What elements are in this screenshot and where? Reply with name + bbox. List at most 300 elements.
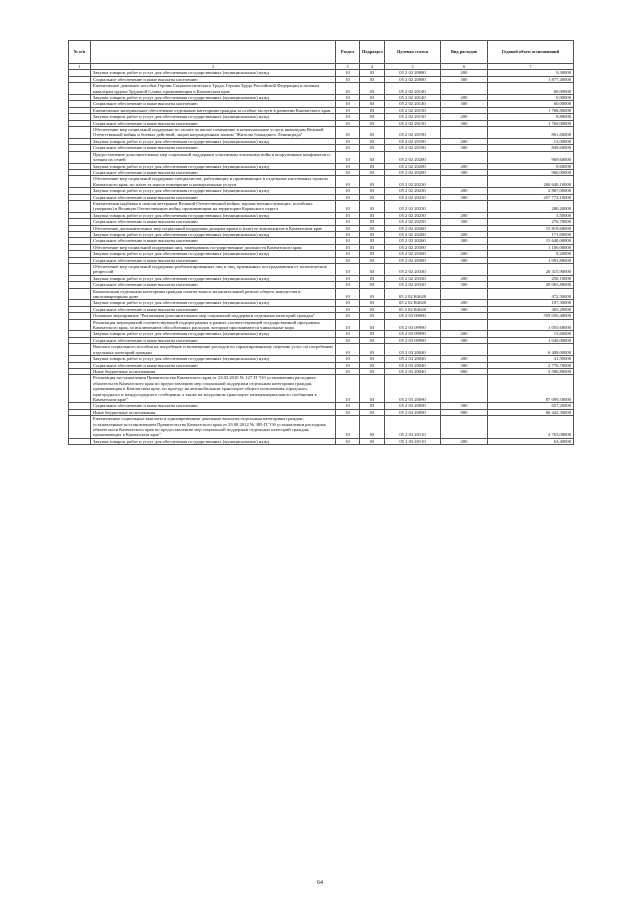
row-name-cell: Обеспечение мер социальной поддержки реабилитированных лиц и лиц, признанных пострадавшими от политических репрессий xyxy=(91,264,336,276)
row-name-cell: Основное мероприятие "Реализация дополнительных мер социальной поддержки отдельных категорий граждан" xyxy=(91,313,336,319)
row-section-cell: 10 xyxy=(336,356,360,362)
row-target-cell: 05 2 02 20230 xyxy=(385,188,441,194)
column-number: 7 xyxy=(488,64,574,70)
row-target-cell: 05 2 03 20040 xyxy=(385,356,441,362)
row-amount-cell: 365,20000 xyxy=(488,306,574,312)
row-target-cell: 05 2 02 20260 xyxy=(385,225,441,231)
row-name-cell: Социальное обеспечение и иные выплаты населению xyxy=(91,238,336,244)
row-target-cell: 05 2 02 20150 xyxy=(385,107,441,113)
row-subsection-cell: 03 xyxy=(360,319,385,331)
row-subsection-cell: 03 xyxy=(360,219,385,225)
row-name-cell: Компенсация отдельным категориям граждан оплаты взноса на капитальный ремонт общего имущества в многоквартирном доме xyxy=(91,288,336,300)
row-target-cell: 05 2 02 20250 xyxy=(385,212,441,218)
row-amount-cell: 4 763,08000 xyxy=(488,416,574,439)
row-section-cell: 10 xyxy=(336,200,360,212)
column-number: 6 xyxy=(441,64,488,70)
row-section-cell: 10 xyxy=(336,244,360,250)
row-expense-type-cell: 200 xyxy=(441,438,488,444)
row-target-cell: 05 2 03 20110 xyxy=(385,438,441,444)
row-subsection-cell: 03 xyxy=(360,375,385,403)
row-subsection-cell: 03 xyxy=(360,238,385,244)
row-target-cell: 05 2 02 20330 xyxy=(385,275,441,281)
budget-table-page xyxy=(68,40,573,445)
row-name-cell: Закупка товаров, работ и услуг для обеспечения государственных (муниципальных) нужд xyxy=(91,70,336,76)
row-expense-type-cell: 300 xyxy=(441,120,488,126)
row-expense-type-cell: 300 xyxy=(441,219,488,225)
row-section-cell: 10 xyxy=(336,163,360,169)
budget-table xyxy=(68,40,574,445)
row-section-cell: 10 xyxy=(336,76,360,82)
row-section-cell: 10 xyxy=(336,231,360,237)
row-name-cell: Обеспечение дополнительных мер социальной поддержки донорам крови и (или) ее компонентов в Камчатском крае xyxy=(91,225,336,231)
row-amount-cell: 861,60000 xyxy=(488,127,574,139)
row-amount-cell: 559 050,48000 xyxy=(488,313,574,319)
row-target-cell: 05 2 02 20300 xyxy=(385,244,441,250)
row-section-cell: 10 xyxy=(336,70,360,76)
column-number: 5 xyxy=(385,64,441,70)
row-name-cell: Ежемесячное материальное обеспечение отдельным категориям граждан за особые заслуги в развитии Камчатского края xyxy=(91,107,336,113)
row-name-cell: Реализация мероприятий соответствующей подпрограммы в рамках соответствующей государственной программы Камчатского края, за исключением обособленных расходов, которым присваиваются уникальные коды xyxy=(91,319,336,331)
row-number-cell xyxy=(69,151,91,163)
table-row xyxy=(69,288,574,300)
row-amount-cell: 63,40000 xyxy=(488,438,574,444)
row-section-cell: 10 xyxy=(336,151,360,163)
row-amount-cell: 20 065,80000 xyxy=(488,282,574,288)
row-amount-cell: 87 099,50000 xyxy=(488,375,574,403)
row-subsection-cell: 03 xyxy=(360,145,385,151)
row-target-cell: 05 2 02 R4620 xyxy=(385,300,441,306)
row-section-cell: 10 xyxy=(336,362,360,368)
row-expense-type-cell: 800 xyxy=(441,409,488,415)
row-amount-cell: 41,50000 xyxy=(488,356,574,362)
row-amount-cell: 1 760,00000 xyxy=(488,120,574,126)
row-amount-cell: 107,30000 xyxy=(488,300,574,306)
row-subsection-cell: 03 xyxy=(360,127,385,139)
row-expense-type-cell: 200 xyxy=(441,138,488,144)
row-subsection-cell: 03 xyxy=(360,257,385,263)
row-section-cell: 10 xyxy=(336,368,360,374)
row-target-cell: 05 2 02 20200 xyxy=(385,169,441,175)
row-name-cell: Иные бюджетные ассигнования xyxy=(91,409,336,415)
row-section-cell: 10 xyxy=(336,282,360,288)
row-subsection-cell: 03 xyxy=(360,356,385,362)
row-subsection-cell: 03 xyxy=(360,306,385,312)
row-subsection-cell: 03 xyxy=(360,362,385,368)
row-number-cell xyxy=(69,319,91,331)
row-section-cell: 10 xyxy=(336,300,360,306)
row-amount-cell: 60,90000 xyxy=(488,83,574,95)
row-amount-cell: 15 819,60000 xyxy=(488,225,574,231)
row-subsection-cell: 03 xyxy=(360,212,385,218)
table-row xyxy=(69,438,574,444)
row-amount-cell: 1 040,00000 xyxy=(488,337,574,343)
row-expense-type-cell: 300 xyxy=(441,257,488,263)
row-expense-type-cell: 300 xyxy=(441,282,488,288)
row-subsection-cell: 03 xyxy=(360,288,385,300)
row-expense-type-cell: 200 xyxy=(441,356,488,362)
row-section-cell: 10 xyxy=(336,409,360,415)
row-amount-cell: 260 640,10000 xyxy=(488,176,574,188)
row-section-cell: 10 xyxy=(336,114,360,120)
row-amount-cell: 15 648,00000 xyxy=(488,238,574,244)
row-target-cell: 05 2 02 R4620 xyxy=(385,288,441,300)
row-expense-type-cell: 800 xyxy=(441,368,488,374)
row-amount-cell: 3 586,80000 xyxy=(488,368,574,374)
row-amount-cell: 849,60000 xyxy=(488,145,574,151)
row-section-cell: 10 xyxy=(336,95,360,101)
row-expense-type-cell: 200 xyxy=(441,275,488,281)
row-amount-cell: 257 773,10000 xyxy=(488,194,574,200)
row-target-cell: 05 2 03 20110 xyxy=(385,416,441,439)
row-amount-cell: 2 776,70000 xyxy=(488,362,574,368)
header-target-article: Целевая статья xyxy=(385,41,441,64)
row-subsection-cell: 03 xyxy=(360,76,385,82)
row-subsection-cell: 03 xyxy=(360,282,385,288)
table-row xyxy=(69,319,574,331)
column-number: 4 xyxy=(360,64,385,70)
row-name-cell: Ежемесячная надбавка к пенсии ветеранам Великой Отечественной войны, вдовам военнослужащих, погибших (умерших) в Великую Отечественную войну, проживающим на территории Корякского округа xyxy=(91,200,336,212)
row-section-cell: 10 xyxy=(336,438,360,444)
row-name-cell: Закупка товаров, работ и услуг для обеспечения государственных (муниципальных) нужд xyxy=(91,95,336,101)
row-expense-type-cell: 300 xyxy=(441,403,488,409)
page-number: 64 xyxy=(317,880,323,886)
row-target-cell: 05 2 02 20300 xyxy=(385,251,441,257)
table-header-row xyxy=(69,41,574,64)
row-subsection-cell: 03 xyxy=(360,83,385,95)
row-name-cell: Закупка товаров, работ и услуг для обеспечения государственных (муниципальных) нужд xyxy=(91,356,336,362)
row-target-cell: 05 2 02 20190 xyxy=(385,138,441,144)
row-target-cell: 05 2 02 20260 xyxy=(385,231,441,237)
row-target-cell: 05 2 03 20090 xyxy=(385,403,441,409)
row-subsection-cell: 03 xyxy=(360,114,385,120)
row-target-cell: 05 2 02 20140 xyxy=(385,95,441,101)
row-subsection-cell: 03 xyxy=(360,331,385,337)
header-annual-amount: Годовой объем ассигнований xyxy=(488,41,574,64)
row-subsection-cell: 03 xyxy=(360,264,385,276)
row-section-cell: 10 xyxy=(336,169,360,175)
row-amount-cell: 280,20000 xyxy=(488,200,574,212)
column-number: 2 xyxy=(91,64,336,70)
row-amount-cell: 171,60000 xyxy=(488,231,574,237)
row-subsection-cell: 03 xyxy=(360,120,385,126)
row-expense-type-cell xyxy=(441,151,488,163)
row-section-cell: 10 xyxy=(336,194,360,200)
row-section-cell: 10 xyxy=(336,212,360,218)
row-number-cell xyxy=(69,127,91,139)
row-amount-cell: 9,30000 xyxy=(488,70,574,76)
row-expense-type-cell: 200 xyxy=(441,331,488,337)
row-expense-type-cell: 300 xyxy=(441,362,488,368)
row-subsection-cell: 03 xyxy=(360,244,385,250)
row-amount-cell: 250,10000 xyxy=(488,275,574,281)
row-expense-type-cell xyxy=(441,127,488,139)
row-amount-cell: 969,60000 xyxy=(488,151,574,163)
row-amount-cell: 86 442,30000 xyxy=(488,409,574,415)
row-target-cell: 05 2 02 20230 xyxy=(385,194,441,200)
row-amount-cell: 12,00000 xyxy=(488,138,574,144)
row-subsection-cell: 03 xyxy=(360,70,385,76)
row-name-cell: Закупка товаров, работ и услуг для обеспечения государственных (муниципальных) нужд xyxy=(91,188,336,194)
row-section-cell: 10 xyxy=(336,188,360,194)
row-expense-type-cell xyxy=(441,375,488,403)
row-name-cell: Социальное обеспечение и иные выплаты населению xyxy=(91,362,336,368)
row-number-cell xyxy=(69,200,91,212)
row-expense-type-cell: 300 xyxy=(441,169,488,175)
row-target-cell: 05 2 02 20250 xyxy=(385,200,441,212)
row-name-cell: Закупка товаров, работ и услуг для обеспечения государственных (муниципальных) нужд xyxy=(91,163,336,169)
row-target-cell: 05 2 02 20190 xyxy=(385,127,441,139)
row-expense-type-cell: 200 xyxy=(441,212,488,218)
row-subsection-cell: 03 xyxy=(360,194,385,200)
row-target-cell: 05 2 02 R4620 xyxy=(385,306,441,312)
row-amount-cell: 20 315,90000 xyxy=(488,264,574,276)
row-expense-type-cell: 300 xyxy=(441,76,488,82)
row-target-cell: 05 2 02 20140 xyxy=(385,101,441,107)
row-subsection-cell: 03 xyxy=(360,169,385,175)
row-target-cell: 05 2 02 20140 xyxy=(385,83,441,95)
row-section-cell: 10 xyxy=(336,306,360,312)
row-expense-type-cell xyxy=(441,200,488,212)
row-target-cell: 05 2 02 20080 xyxy=(385,76,441,82)
row-name-cell: Предоставление дополнительных мер социальной поддержки участникам локальных войн и вооруженных конфликтов и членам их семей xyxy=(91,151,336,163)
row-number-cell xyxy=(69,288,91,300)
row-amount-cell: 657,20000 xyxy=(488,403,574,409)
header-number: № п/п xyxy=(69,41,91,64)
row-name-cell: Обеспечение мер социальной поддержки лиц, замещавших государственные должности Камчатского края xyxy=(91,244,336,250)
row-target-cell: 05 2 03 20090 xyxy=(385,409,441,415)
row-name-cell: Социальное обеспечение и иные выплаты населению xyxy=(91,219,336,225)
row-section-cell: 10 xyxy=(336,127,360,139)
row-target-cell: 05 2 03 09990 xyxy=(385,337,441,343)
row-section-cell: 10 xyxy=(336,225,360,231)
row-target-cell: 05 2 02 20230 xyxy=(385,176,441,188)
row-expense-type-cell: 300 xyxy=(441,238,488,244)
row-expense-type-cell: 300 xyxy=(441,306,488,312)
row-expense-type-cell: 200 xyxy=(441,251,488,257)
table-row xyxy=(69,416,574,439)
row-name-cell: Закупка товаров, работ и услуг для обеспечения государственных (муниципальных) нужд xyxy=(91,331,336,337)
row-amount-cell: 960,00000 xyxy=(488,169,574,175)
row-target-cell: 05 2 03 00000 xyxy=(385,313,441,319)
row-name-cell: Обеспечение мер социальной поддержки специалистов, работающих и проживающих в отдельных населенных пунктах Камчатского края, по плате за жилое помещение и коммунальные услуги xyxy=(91,176,336,188)
row-expense-type-cell xyxy=(441,344,488,356)
row-number-cell xyxy=(69,416,91,439)
row-expense-type-cell xyxy=(441,83,488,95)
row-section-cell: 10 xyxy=(336,416,360,439)
row-number-cell xyxy=(69,264,91,276)
table-body xyxy=(69,70,574,445)
row-expense-type-cell xyxy=(441,176,488,188)
row-expense-type-cell: 300 xyxy=(441,337,488,343)
row-name-cell: Ежемесячные социальные выплаты и единовременные денежные выплаты отдельным категориям граждан, установленные постановлением Правительства Камчатского края от 23.08.2012 № 385-П "Об установлении расходных обязательств Камчатского края по предоставлению мер социальной поддержки отдельных категорий граждан, проживающих в Камчатском крае" xyxy=(91,416,336,439)
row-subsection-cell: 03 xyxy=(360,163,385,169)
row-subsection-cell: 03 xyxy=(360,300,385,306)
row-section-cell: 10 xyxy=(336,275,360,281)
row-target-cell: 05 2 02 20150 xyxy=(385,114,441,120)
row-target-cell: 05 2 02 20150 xyxy=(385,120,441,126)
row-target-cell: 05 2 03 09990 xyxy=(385,331,441,337)
row-subsection-cell: 03 xyxy=(360,403,385,409)
row-name-cell: Закупка товаров, работ и услуг для обеспечения государственных (муниципальных) нужд xyxy=(91,275,336,281)
table-row xyxy=(69,200,574,212)
row-name-cell: Иные бюджетные ассигнования xyxy=(91,368,336,374)
table-row xyxy=(69,344,574,356)
row-amount-cell: 8,80000 xyxy=(488,114,574,120)
row-subsection-cell: 03 xyxy=(360,409,385,415)
row-name-cell: Социальное обеспечение и иные выплаты населению xyxy=(91,145,336,151)
row-target-cell: 05 2 03 20040 xyxy=(385,344,441,356)
row-name-cell: Социальное обеспечение и иные выплаты населению xyxy=(91,120,336,126)
row-number-cell xyxy=(69,375,91,403)
table-row xyxy=(69,375,574,403)
header-name xyxy=(91,41,336,64)
row-target-cell: 05 2 02 20330 xyxy=(385,264,441,276)
row-section-cell: 10 xyxy=(336,313,360,319)
row-target-cell: 05 2 02 20260 xyxy=(385,238,441,244)
row-amount-cell: 1 091,80000 xyxy=(488,257,574,263)
column-number: 1 xyxy=(69,64,91,70)
row-expense-type-cell: 300 xyxy=(441,101,488,107)
row-target-cell: 05 2 02 20200 xyxy=(385,151,441,163)
row-section-cell: 10 xyxy=(336,145,360,151)
row-subsection-cell: 03 xyxy=(360,438,385,444)
row-target-cell: 05 2 02 20200 xyxy=(385,163,441,169)
row-subsection-cell: 03 xyxy=(360,231,385,237)
row-subsection-cell: 03 xyxy=(360,251,385,257)
table-row xyxy=(69,176,574,188)
row-expense-type-cell xyxy=(441,288,488,300)
row-amount-cell: 276,70000 xyxy=(488,219,574,225)
row-subsection-cell: 03 xyxy=(360,416,385,439)
table-row xyxy=(69,264,574,276)
table-row xyxy=(69,83,574,95)
row-section-cell: 10 xyxy=(336,403,360,409)
row-amount-cell: 472,50000 xyxy=(488,288,574,300)
row-name-cell: Закупка товаров, работ и услуг для обеспечения государственных (муниципальных) нужд xyxy=(91,212,336,218)
row-amount-cell: 9,60000 xyxy=(488,163,574,169)
row-amount-cell: 0,90000 xyxy=(488,95,574,101)
row-name-cell: Ежемесячное денежное пособие Героям Социалистического Труда, Героям Труда Российской Федерации и полным кавалерам ордена Трудовой Славы, проживающим в Камчатском крае xyxy=(91,83,336,95)
row-subsection-cell: 03 xyxy=(360,368,385,374)
row-section-cell: 10 xyxy=(336,344,360,356)
row-name-cell: Закупка товаров, работ и услуг для обеспечения государственных (муниципальных) нужд xyxy=(91,138,336,144)
row-subsection-cell: 03 xyxy=(360,313,385,319)
row-number-cell xyxy=(69,83,91,95)
row-number-cell xyxy=(69,438,91,444)
row-target-cell: 05 2 03 20090 xyxy=(385,375,441,403)
row-name-cell: Социальное обеспечение и иные выплаты населению xyxy=(91,101,336,107)
row-subsection-cell: 03 xyxy=(360,200,385,212)
row-subsection-cell: 03 xyxy=(360,337,385,343)
row-expense-type-cell xyxy=(441,264,488,276)
row-name-cell: Закупка товаров, работ и услуг для обеспечения государственных (муниципальных) нужд xyxy=(91,300,336,306)
header-section: Раздел xyxy=(336,41,360,64)
row-subsection-cell: 03 xyxy=(360,107,385,113)
row-section-cell: 10 xyxy=(336,107,360,113)
header-expense-type: Вид расходов xyxy=(441,41,488,64)
row-name-cell: Реализация постановления Правительства Камчатского края от 23.03.2010 № 127-П "Об установлении расходных обязательств Камчатского края по предоставлению мер социальной поддержки отдельным категориям граждан, проживающим в Камчатском крае, по проезду на автомобильном транспорте общего пользования городского, пригородного и междугородного сообщения, а также на воздушном транспорте межмуниципального сообщения в Камчатском крае" xyxy=(91,375,336,403)
row-section-cell: 10 xyxy=(336,288,360,300)
row-name-cell: Социальное обеспечение и иные выплаты населению xyxy=(91,76,336,82)
row-subsection-cell: 03 xyxy=(360,138,385,144)
row-expense-type-cell: 300 xyxy=(441,145,488,151)
row-expense-type-cell xyxy=(441,416,488,439)
row-amount-cell: 6 408,00000 xyxy=(488,344,574,356)
row-target-cell: 05 2 02 20300 xyxy=(385,257,441,263)
row-name-cell: Социальное обеспечение и иные выплаты населению xyxy=(91,257,336,263)
row-target-cell: 05 2 03 20040 xyxy=(385,368,441,374)
row-target-cell: 05 2 03 09990 xyxy=(385,319,441,331)
row-subsection-cell: 03 xyxy=(360,101,385,107)
row-target-cell: 05 2 03 20040 xyxy=(385,362,441,368)
row-section-cell: 10 xyxy=(336,83,360,95)
row-expense-type-cell: 200 xyxy=(441,163,488,169)
row-name-cell: Социальное обеспечение и иные выплаты населению xyxy=(91,169,336,175)
row-expense-type-cell xyxy=(441,319,488,331)
row-name-cell: Закупка товаров, работ и услуг для обеспечения государственных (муниципальных) нужд xyxy=(91,231,336,237)
row-section-cell: 10 xyxy=(336,264,360,276)
row-expense-type-cell: 200 xyxy=(441,231,488,237)
row-name-cell: Выплата социального пособия на погребение и возмещение расходов по гарантированному перечню услуг по погребению отдельных категорий граждан xyxy=(91,344,336,356)
row-amount-cell: 1 055,60000 xyxy=(488,319,574,331)
row-name-cell: Закупка товаров, работ и услуг для обеспечения государственных (муниципальных) нужд xyxy=(91,251,336,257)
table-row xyxy=(69,151,574,163)
row-name-cell: Социальное обеспечение и иные выплаты населению xyxy=(91,403,336,409)
row-subsection-cell: 03 xyxy=(360,95,385,101)
row-name-cell: Обеспечение мер социальной поддержки по оплате за жилое помещение и коммунальные услуги инвалидам Великой Отечественной войны и боевых действий, лицам награжденным знаком "Жителю блокадного Ленинграда" xyxy=(91,127,336,139)
row-amount-cell: 15,60000 xyxy=(488,331,574,337)
row-subsection-cell: 03 xyxy=(360,344,385,356)
table-row xyxy=(69,127,574,139)
row-amount-cell: 8,20000 xyxy=(488,251,574,257)
row-expense-type-cell: 300 xyxy=(441,194,488,200)
row-section-cell: 10 xyxy=(336,331,360,337)
row-subsection-cell: 03 xyxy=(360,176,385,188)
row-section-cell: 10 xyxy=(336,120,360,126)
row-amount-cell: 1 768,80000 xyxy=(488,107,574,113)
row-section-cell: 10 xyxy=(336,219,360,225)
row-expense-type-cell: 200 xyxy=(441,70,488,76)
row-expense-type-cell: 200 xyxy=(441,188,488,194)
row-subsection-cell: 03 xyxy=(360,151,385,163)
row-subsection-cell: 03 xyxy=(360,275,385,281)
row-expense-type-cell: 200 xyxy=(441,95,488,101)
row-name-cell: Социальное обеспечение и иные выплаты населению xyxy=(91,337,336,343)
row-expense-type-cell: 200 xyxy=(441,114,488,120)
row-amount-cell: 1 877,40000 xyxy=(488,76,574,82)
row-section-cell: 10 xyxy=(336,319,360,331)
row-number-cell xyxy=(69,176,91,188)
row-expense-type-cell: 200 xyxy=(441,300,488,306)
row-section-cell: 10 xyxy=(336,101,360,107)
row-target-cell: 05 2 02 20250 xyxy=(385,219,441,225)
row-target-cell: 05 2 02 20190 xyxy=(385,145,441,151)
row-name-cell: Социальное обеспечение и иные выплаты населению xyxy=(91,282,336,288)
row-name-cell: Закупка товаров, работ и услуг для обеспечения государственных (муниципальных) нужд xyxy=(91,438,336,444)
row-name-cell: Социальное обеспечение и иные выплаты населению xyxy=(91,194,336,200)
row-section-cell: 10 xyxy=(336,251,360,257)
row-section-cell: 10 xyxy=(336,238,360,244)
row-section-cell: 10 xyxy=(336,337,360,343)
row-section-cell: 10 xyxy=(336,375,360,403)
row-number-cell xyxy=(69,344,91,356)
row-section-cell: 10 xyxy=(336,176,360,188)
row-name-cell: Закупка товаров, работ и услуг для обеспечения государственных (муниципальных) нужд xyxy=(91,114,336,120)
row-target-cell: 05 2 02 20330 xyxy=(385,282,441,288)
row-section-cell: 10 xyxy=(336,257,360,263)
row-subsection-cell: 03 xyxy=(360,188,385,194)
row-amount-cell: 60,00000 xyxy=(488,101,574,107)
